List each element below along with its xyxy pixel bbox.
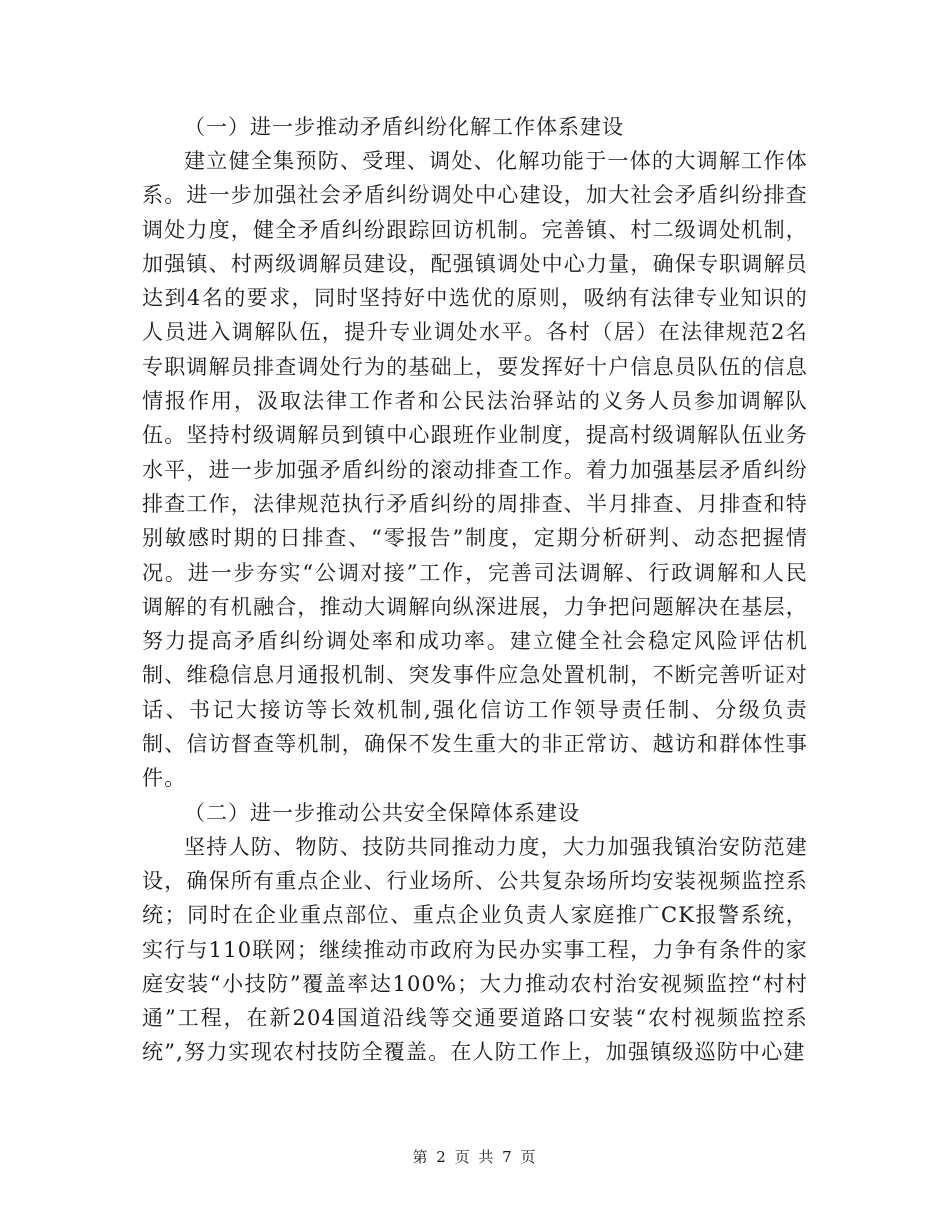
section-paragraph-2: 坚持人防、物防、技防共同推动力度，大力加强我镇治安防范建设，确保所有重点企业、行业场所、公共复杂场所均安装视频监控系统；同时在企业重点部位、重点企业负责人家庭推广CK报警系统，实行与110联网；继续推动市政府为民办实事工程，力争有条件的家庭安装“小技防”覆盖率达100%；大力推动农村治安视频监控“村村通”工程，在新204国道沿线等交通要道路口安装“农村视频监控系统”,努力实现农村技防全覆盖。在人防工作上，加强镇级巡防中心建 xyxy=(142,834,808,1065)
page-footer: 第 2 页 共 7 页 xyxy=(412,1148,538,1166)
section-heading-2: （二）进一步推动公共安全保障体系建设 xyxy=(184,800,580,825)
document-body xyxy=(142,110,808,1070)
section-paragraph-1: 建立健全集预防、受理、调处、化解功能于一体的大调解工作体系。进一步加强社会矛盾纠纷调处中心建设，加大社会矛盾纠纷排查调处力度，健全矛盾纠纷跟踪回访机制。完善镇、村二级调处机制，加强镇、村两级调解员建设，配强镇调处中心力量，确保专职调解员达到4名的要求，同时坚持好中选优的原则，吸纳有法律专业知识的人员进入调解队伍，提升专业调处水平。各村（居）在法律规范2名专职调解员排查调处行为的基础上，要发挥好十户信息员队伍的信息情报作用，汲取法律工作者和公民法治驿站的义务人员参加调解队伍。坚持村级调解员到镇中心跟班作业制度，提高村级调解队伍业务水平，进一步加强矛盾纠纷的滚动排查工作。着力加强基层矛盾纠纷排查工作，法律规范执行矛盾纠纷的周排查、半月排查、月排查和特别敏感时期的日排查、“零报告”制度，定期分析研判、动态把握情况。进一步夯实“公调对接”工作，完善司法调解、行政调解和人民调解的有机融合，推动大调解向纵深进展，力争把问题解决在基层，努力提高矛盾纠纷调处率和成功率。建立健全社会稳定风险评估机制、维稳信息月通报机制、突发事件应急处置机制，不断完善听证对话、书记大接访等长效机制,强化信访工作领导责任制、分级负责制、信访督查等机制，确保不发生重大的非正常访、越访和群体性事件。 xyxy=(142,149,808,791)
section-heading-1: （一）进一步推动矛盾纠纷化解工作体系建设 xyxy=(184,115,624,139)
